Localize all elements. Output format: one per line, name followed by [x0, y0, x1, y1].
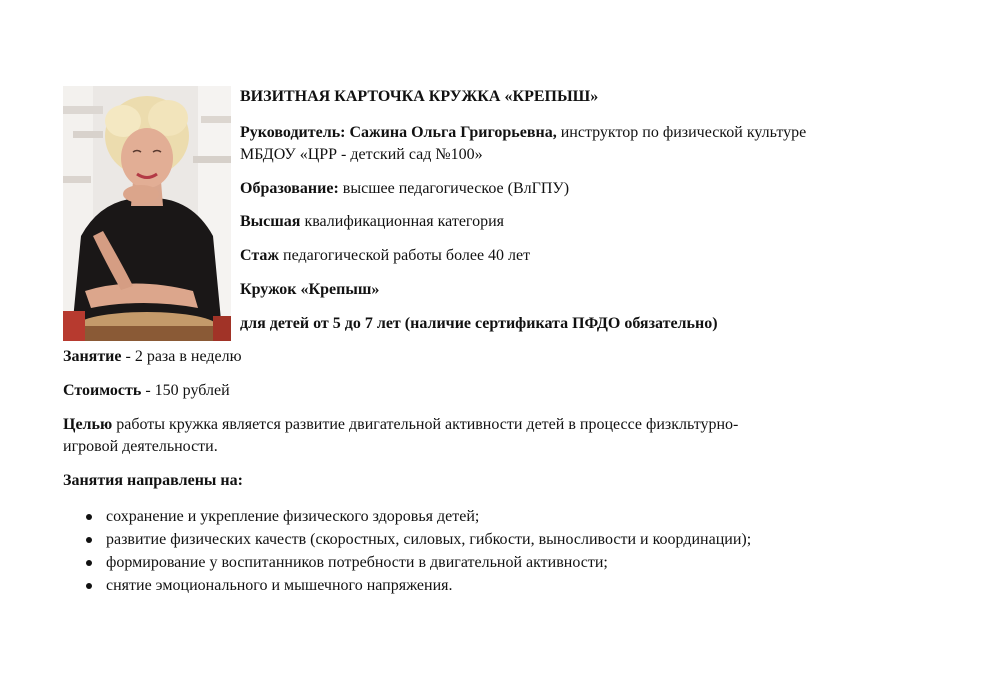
- lesson-value: - 2 раза в неделю: [121, 348, 242, 365]
- aims-item-text: развитие физических качеств (скоростных, силовых, гибкости, выносливости и координации);: [106, 531, 752, 548]
- age-requirement: для детей от 5 до 7 лет (наличие сертификата ПФДО обязательно): [240, 315, 718, 332]
- bullet-icon: [86, 537, 92, 543]
- leader-portrait-photo: [63, 86, 231, 341]
- card-title: ВИЗИТНАЯ КАРТОЧКА КРУЖКА «КРЕПЫШ»: [240, 88, 599, 105]
- category-value: квалификационная категория: [300, 213, 505, 230]
- leader-organization: МБДОУ «ЦРР - детский сад №100»: [240, 146, 483, 163]
- aims-item-text: формирование у воспитанников потребности в двигательной активности;: [106, 554, 608, 571]
- lesson-label: Занятие: [63, 348, 122, 365]
- aims-list-item: [63, 551, 751, 574]
- leader-position: инструктор по физической культуре: [556, 124, 807, 141]
- goal-text-continued: игровой деятельности.: [63, 438, 218, 455]
- bullet-icon: [86, 560, 92, 566]
- cost-value: - 150 рублей: [141, 382, 230, 399]
- cost-label: Стоимость: [63, 382, 142, 399]
- aims-item-text: снятие эмоционального и мышечного напряжения.: [106, 577, 453, 594]
- lesson-frequency-line: [63, 347, 242, 367]
- portrait-illustration: [63, 86, 231, 341]
- aims-item-text: сохранение и укрепление физического здоровья детей;: [106, 508, 480, 525]
- experience-label: Стаж: [240, 247, 279, 264]
- aims-heading: Занятия направлены на:: [63, 472, 243, 489]
- bullet-icon: [86, 583, 92, 589]
- goal-line: [63, 415, 738, 435]
- experience-line: [240, 246, 530, 266]
- experience-value: педагогической работы более 40 лет: [279, 247, 531, 264]
- goal-label: Целью: [63, 416, 113, 433]
- education-line: [240, 179, 569, 199]
- goal-text: работы кружка является развитие двигательной активности детей в процессе физкльтурно-: [112, 416, 739, 433]
- aims-list-item: [63, 574, 751, 597]
- leader-label: Руководитель: Сажина Ольга Григорьевна,: [240, 124, 557, 141]
- category-line: [240, 212, 504, 232]
- education-value: высшее педагогическое (ВлГПУ): [338, 180, 570, 197]
- cost-line: [63, 381, 230, 401]
- category-label: Высшая: [240, 213, 301, 230]
- education-label: Образование:: [240, 180, 339, 197]
- bullet-icon: [86, 514, 92, 520]
- aims-list-item: [63, 528, 751, 551]
- aims-list: [63, 505, 751, 597]
- aims-list-item: [63, 505, 751, 528]
- leader-line: [240, 123, 806, 143]
- club-name: Кружок «Крепыш»: [240, 281, 380, 298]
